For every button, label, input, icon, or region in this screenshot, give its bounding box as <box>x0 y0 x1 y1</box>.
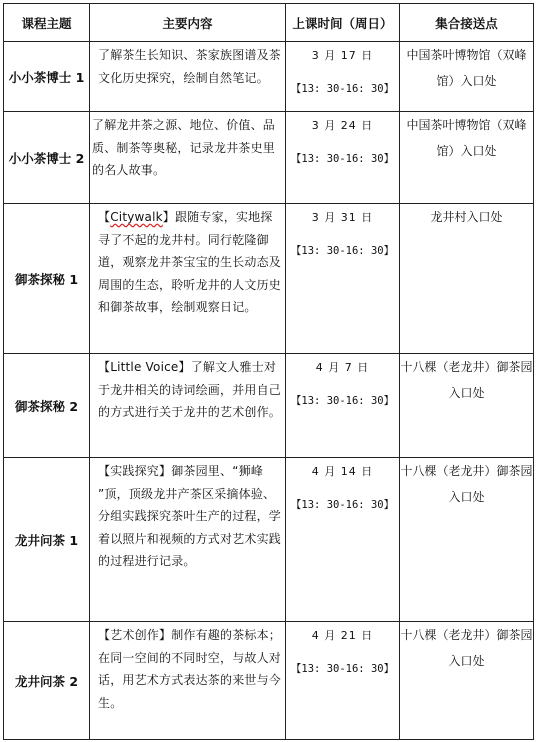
row-slot: 【13: 30-16: 30】 <box>290 395 395 407</box>
row-time <box>286 458 400 622</box>
row-place: 中国茶叶博物馆（双峰馆）入口处 <box>400 42 534 112</box>
bottom-crop-strip <box>0 738 537 742</box>
row-date: 4 月 14 日 <box>311 465 374 478</box>
row-slot: 【13: 30-16: 30】 <box>290 83 395 95</box>
row-place: 十八棵（老龙井）御茶园入口处 <box>400 458 534 622</box>
citywalk-tag: Citywalk <box>110 210 163 224</box>
row-theme: 龙井问茶 2 <box>4 622 90 740</box>
bracket-close: 】 <box>162 210 175 224</box>
row-slot: 【13: 30-16: 30】 <box>290 663 395 675</box>
header-place: 集合接送点 <box>400 4 534 42</box>
row-theme: 御茶探秘 2 <box>4 354 90 458</box>
row-content <box>90 204 286 354</box>
row-theme: 小小茶博士 2 <box>4 112 90 204</box>
course-schedule-table <box>3 3 534 740</box>
row-content: 了解茶生长知识、茶家族图谱及茶文化历史探究，绘制自然笔记。 <box>90 42 286 112</box>
row-place: 龙井村入口处 <box>400 204 534 354</box>
row-time <box>286 622 400 740</box>
row-slot: 【13: 30-16: 30】 <box>290 153 395 165</box>
row-content: 【实践探究】御茶园里、“狮峰 ”顶，顶级龙井产茶区采摘体验、分组实践探究茶叶生产的过程，学着以照片和视频的方式对艺术实践的过程进行记录。 <box>90 458 286 622</box>
table-row <box>4 204 534 354</box>
row-theme: 御茶探秘 1 <box>4 204 90 354</box>
table-row <box>4 622 534 740</box>
row-date: 4 月 21 日 <box>311 629 374 642</box>
row-theme: 龙井问茶 1 <box>4 458 90 622</box>
row-date: 3 月 17 日 <box>311 49 374 62</box>
row-content: 【Little Voice】了解文人雅士对于龙井相关的诗词绘画，并用自己的方式进行关于龙井的艺术创作。 <box>90 354 286 458</box>
row-slot: 【13: 30-16: 30】 <box>290 499 395 511</box>
header-time: 上课时间（周日） <box>286 4 400 42</box>
table-row <box>4 458 534 622</box>
row-content-text: 跟随专家，实地探寻了不起的龙井村。同行乾隆御道，观察龙井茶宝宝的生长动态及周围的生态，聆听龙井的人文历史和御茶故事，绘制观察日记。 <box>98 210 282 314</box>
row-content: 了解龙井茶之源、地位、价值、品质、制茶等奥秘，记录龙井茶史里的名人故事。 <box>90 112 286 204</box>
table-row <box>4 42 534 112</box>
row-place: 中国茶叶博物馆（双峰馆）入口处 <box>400 112 534 204</box>
row-place: 十八棵（老龙井）御茶园入口处 <box>400 622 534 740</box>
header-content: 主要内容 <box>90 4 286 42</box>
row-content: 【艺术创作】制作有趣的茶标本；在同一空间的不同时空，与故人对话，用艺术方式表达茶的来世与今生。 <box>90 622 286 740</box>
row-date: 3 月 24 日 <box>311 119 374 132</box>
header-row <box>4 4 534 42</box>
header-theme: 课程主题 <box>4 4 90 42</box>
row-place: 十八棵（老龙井）御茶园入口处 <box>400 354 534 458</box>
row-theme: 小小茶博士 1 <box>4 42 90 112</box>
row-time <box>286 112 400 204</box>
row-time <box>286 204 400 354</box>
row-time <box>286 354 400 458</box>
bracket-open: 【 <box>98 210 111 224</box>
row-slot: 【13: 30-16: 30】 <box>290 245 395 257</box>
row-date: 4 月 7 日 <box>315 361 370 374</box>
row-time <box>286 42 400 112</box>
table-row <box>4 354 534 458</box>
table-row <box>4 112 534 204</box>
row-date: 3 月 31 日 <box>311 211 374 224</box>
